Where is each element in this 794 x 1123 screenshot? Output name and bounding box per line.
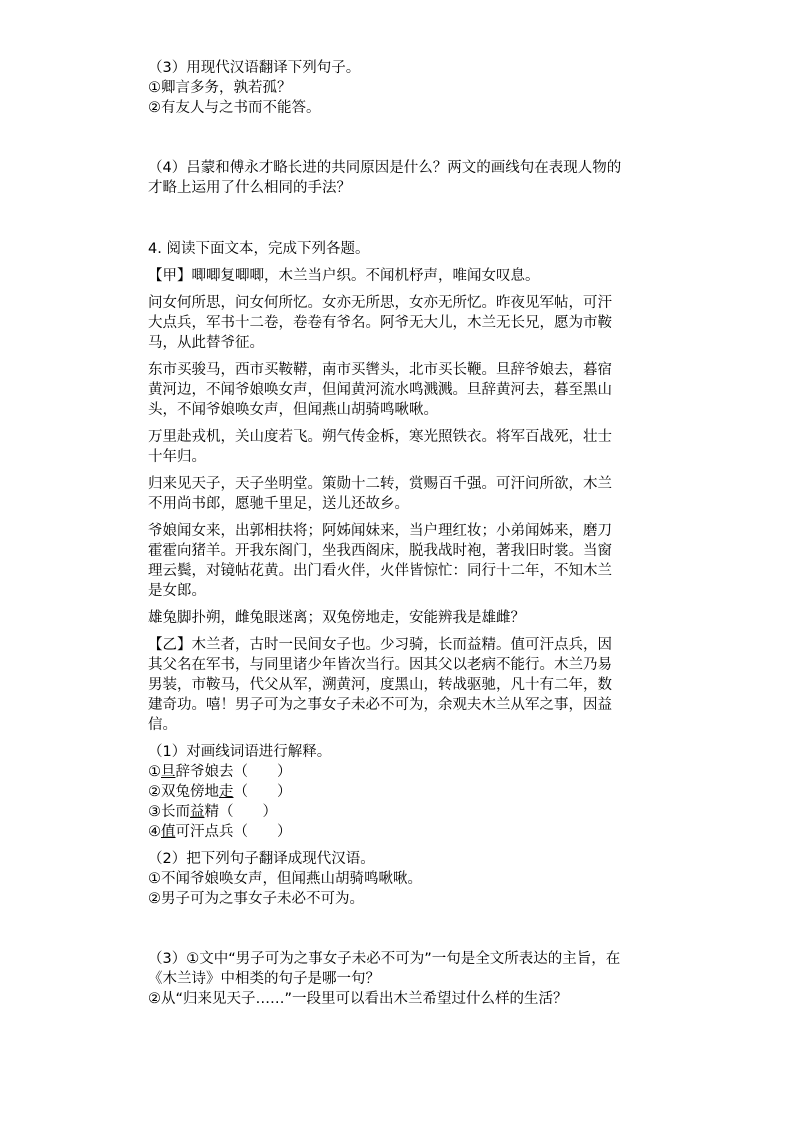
underlined-word: 值 — [161, 824, 176, 840]
text-jia — [148, 266, 678, 635]
question-prompt-line: （4）吕蒙和傅永才略长进的共同原因是什么？两文的画线句在表现人物的 — [148, 160, 622, 176]
underlined-word: 旦 — [161, 764, 176, 780]
question-2 — [148, 849, 678, 909]
question-prompt: （1）对画线词语进行解释。 — [148, 744, 332, 760]
jia-para-0: 【甲】唧唧复唧唧，木兰当户织。不闻机杼声，唯闻女叹息。 — [148, 268, 540, 284]
question-item: ①卿言多务，孰若孤？ — [148, 80, 292, 96]
question-item: ①旦辞爷娘去（ ） — [148, 764, 292, 780]
question-1 — [148, 742, 678, 842]
question-3 — [148, 949, 678, 1009]
question-item: ②双兔傍地走（ ） — [148, 784, 292, 800]
jia-label: 【甲】 — [148, 268, 192, 284]
question-prompt-line: 《木兰诗》中相类的句子是哪一句？ — [148, 971, 380, 987]
yi-label: 【乙】 — [148, 637, 192, 653]
jia-para-1: 问女何所思，问女何所忆。女亦无所思，女亦无所忆。昨夜见军帖，可汗 大点兵，军书十二卷，卷卷有爷名。阿爷无大儿，木兰无长兄，愿为市鞍 马，从此替爷征。 — [148, 295, 612, 351]
text-yi: 【乙】木兰者，古时一民间女子也。少习骑，长而益精。值可汗点兵，因 其父名在军书，与同里诸少年皆次当行。因其父以老病不能行。木兰乃易 男装，市鞍马，代父从军，溯黄河，度黑山，转战驱驰，凡十有二年，数 建奇功。嘻！男子可为之事女子未必不可为，余观夫木兰从军之事，因益 信。 — [148, 637, 612, 733]
question-prompt: （3）用现代汉语翻译下列句子。 — [148, 60, 361, 76]
jia-para-2: 东市买骏马，西市买鞍鞯，南市买辔头，北市买长鞭。旦辞爷娘去，暮宿 黄河边，不闻爷娘唤女声，但闻黄河流水鸣溅溅。旦辞黄河去，暮至黑山 头，不闻爷娘唤女声，但闻燕山胡骑鸣啾啾。 — [148, 362, 612, 418]
question-item: ④值可汗点兵（ ） — [148, 824, 292, 840]
underlined-word: 益 — [190, 804, 205, 820]
jia-para-6: 雄兔脚扑朔，雌兔眼迷离；双兔傍地走，安能辨我是雄雌？ — [148, 610, 525, 626]
question-prompt-line: ②从“归来见天子……”一段里可以看出木兰希望过什么样的生活？ — [148, 991, 568, 1007]
section-heading: 4. 阅读下面文本，完成下列各题。 — [148, 241, 370, 257]
jia-para-3: 万里赴戎机，关山度若飞。朔气传金柝，寒光照铁衣。将军百战死，壮士 十年归。 — [148, 429, 612, 465]
question-item: ②男子可为之事女子未必不可为。 — [148, 891, 364, 907]
prev-question-3 — [148, 58, 678, 118]
worksheet-page — [148, 58, 678, 1009]
jia-para-5: 爷娘闻女来，出郭相扶将；阿姊闻妹来，当户理红妆；小弟闻姊来，磨刀 霍霍向猪羊。开我东阁门，坐我西阁床，脱我战时袍，著我旧时裳。当窗 理云鬓，对镜帖花黄。出门看火伴，火伴皆惊忙：同行十二年，不知木兰 是女郎。 — [148, 523, 612, 599]
jia-para-4: 归来见天子，天子坐明堂。策勋十二转，赏赐百千强。可汗问所欲，木兰 不用尚书郎，愿驰千里足，送儿还故乡。 — [148, 476, 612, 512]
prev-question-4 — [148, 158, 678, 198]
question-prompt: （2）把下列句子翻译成现代汉语。 — [148, 851, 375, 867]
question-prompt-line: 才略上运用了什么相同的手法？ — [148, 180, 351, 196]
underlined-word: 走 — [219, 784, 234, 800]
question-item: ③长而益精（ ） — [148, 804, 277, 820]
question-item: ②有友人与之书而不能答。 — [148, 100, 321, 116]
question-prompt-line: （3）①文中“男子可为之事女子未必不可为”一句是全文所表达的主旨，在 — [148, 951, 621, 967]
question-item: ①不闻爷娘唤女声，但闻燕山胡骑鸣啾啾。 — [148, 871, 422, 887]
